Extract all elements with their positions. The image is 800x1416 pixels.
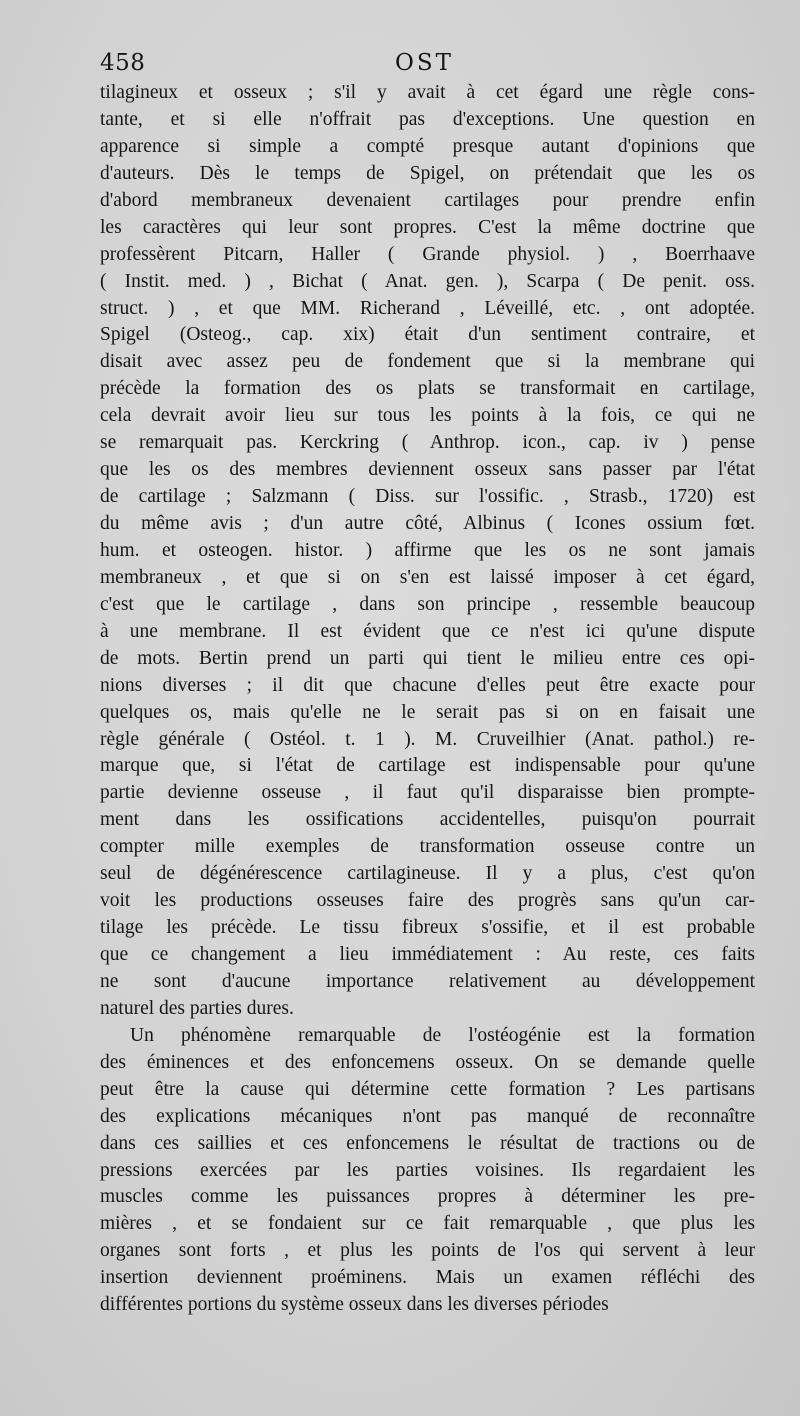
text-line: nions diverses ; il dit que chacune d'elles peut être exacte pour [100, 674, 755, 696]
text-line: des explications mécaniques n'ont pas manqué de reconnaître [100, 1105, 755, 1127]
text-line: muscles comme les puissances propres à déterminer les pre- [100, 1186, 755, 1208]
text-line: que ce changement a lieu immédiatement : Au reste, ces faits [100, 944, 755, 965]
text-line: compter mille exemples de transformation osseuse contre un [100, 836, 755, 858]
text-line: les caractères qui leur sont propres. C'est la même doctrine que [100, 216, 755, 238]
text-line: de cartilage ; Salzmann ( Diss. sur l'ossific. , Strasb., 1720) est [100, 486, 755, 508]
text-line: cela devrait avoir lieu sur tous les points à la fois, ce qui ne [100, 405, 755, 427]
text-line: que les os des membres deviennent osseux sans passer par l'état [100, 459, 755, 481]
text-line: règle générale ( Ostéol. t. 1 ). M. Cruveilhier (Anat. pathol.) re- [100, 728, 755, 750]
text-line: marque que, si l'état de cartilage est indispensable pour qu'une [100, 755, 755, 777]
text-line: différentes portions du système osseux dans les diverses périodes [100, 1294, 609, 1316]
text-line: mières , et se fondaient sur ce fait remarquable , que plus les [100, 1213, 755, 1235]
text-line: ment dans les ossifications accidentelles, puisqu'on pourrait [100, 809, 755, 831]
text-line: tilage les précède. Le tissu fibreux s'ossifie, et il est probable [100, 917, 755, 939]
text-line: professèrent Pitcarn, Haller ( Grande physiol. ) , Boerrhaave [100, 243, 755, 265]
page-number: 458 [100, 50, 146, 76]
text-line: c'est que le cartilage , dans son principe , ressemble beaucoup [100, 593, 755, 615]
text-line: dans ces saillies et ces enfoncemens le résultat de tractions ou de [100, 1132, 755, 1154]
text-line: tante, et si elle n'offrait pas d'exceptions. Une question en [100, 108, 755, 130]
text-line: apparence si simple a compté presque autant d'opinions que [100, 135, 755, 157]
text-line: partie devienne osseuse , il faut qu'il disparaisse bien prompte- [100, 782, 755, 804]
text-line: quelques os, mais qu'elle ne le serait pas si on en faisait une [100, 701, 755, 723]
running-head: OST [395, 50, 454, 76]
page-header [100, 50, 755, 80]
text-line: insertion deviennent proéminens. Mais un examen réfléchi des [100, 1267, 755, 1289]
text-line: membraneux , et que si on s'en est laissé imposer à cet égard, [100, 566, 755, 588]
text-line: précède la formation des os plats se transformait en cartilage, [100, 378, 755, 400]
text-line: peut être la cause qui détermine cette formation ? Les partisans [100, 1078, 755, 1100]
text-line: tilagineux et osseux ; s'il y avait à cet égard une règle cons- [100, 82, 755, 103]
paragraph [100, 80, 755, 1023]
text-line: naturel des parties dures. [100, 997, 294, 1019]
text-line: pressions exercées par les parties voisines. Ils regardaient les [100, 1159, 755, 1181]
text-line: ne sont d'aucune importance relativement au développement [100, 970, 755, 992]
text-line: ( Instit. med. ) , Bichat ( Anat. gen. ), Scarpa ( De penit. oss. [100, 270, 755, 292]
text-line: Un phénomène remarquable de l'ostéogénie est la formation [130, 1024, 755, 1046]
text-line: de mots. Bertin prend un parti qui tient le milieu entre ces opi- [100, 647, 755, 669]
text-line: des éminences et des enfoncemens osseux. On se demande quelle [100, 1051, 755, 1073]
text-line: hum. et osteogen. histor. ) affirme que les os ne sont jamais [100, 539, 755, 561]
text-line: se remarquait pas. Kerckring ( Anthrop. icon., cap. iv ) pense [100, 432, 755, 454]
text-line: struct. ) , et que MM. Richerand , Léveillé, etc. , ont adoptée. [100, 297, 755, 319]
text-line: seul de dégénérescence cartilagineuse. Il y a plus, c'est qu'on [100, 863, 755, 885]
text-line: Spigel (Osteog., cap. xix) était d'un sentiment contraire, et [100, 324, 755, 346]
text-line: organes sont forts , et plus les points de l'os qui servent à leur [100, 1240, 755, 1262]
text-line: d'auteurs. Dès le temps de Spigel, on prétendait que les os [100, 162, 755, 184]
text-line: du même avis ; d'un autre côté, Albinus ( Icones ossium fœt. [100, 513, 755, 534]
text-line: à une membrane. Il est évident que ce n'est ici qu'une dispute [100, 620, 755, 642]
text-line: d'abord membraneux devenaient cartilages pour prendre enfin [100, 189, 755, 211]
text-line: disait avec assez peu de fondement que si la membrane qui [100, 351, 755, 373]
text-line: voit les productions osseuses faire des progrès sans qu'un car- [100, 890, 755, 912]
body-text [100, 80, 755, 1319]
paragraph [100, 1023, 755, 1319]
